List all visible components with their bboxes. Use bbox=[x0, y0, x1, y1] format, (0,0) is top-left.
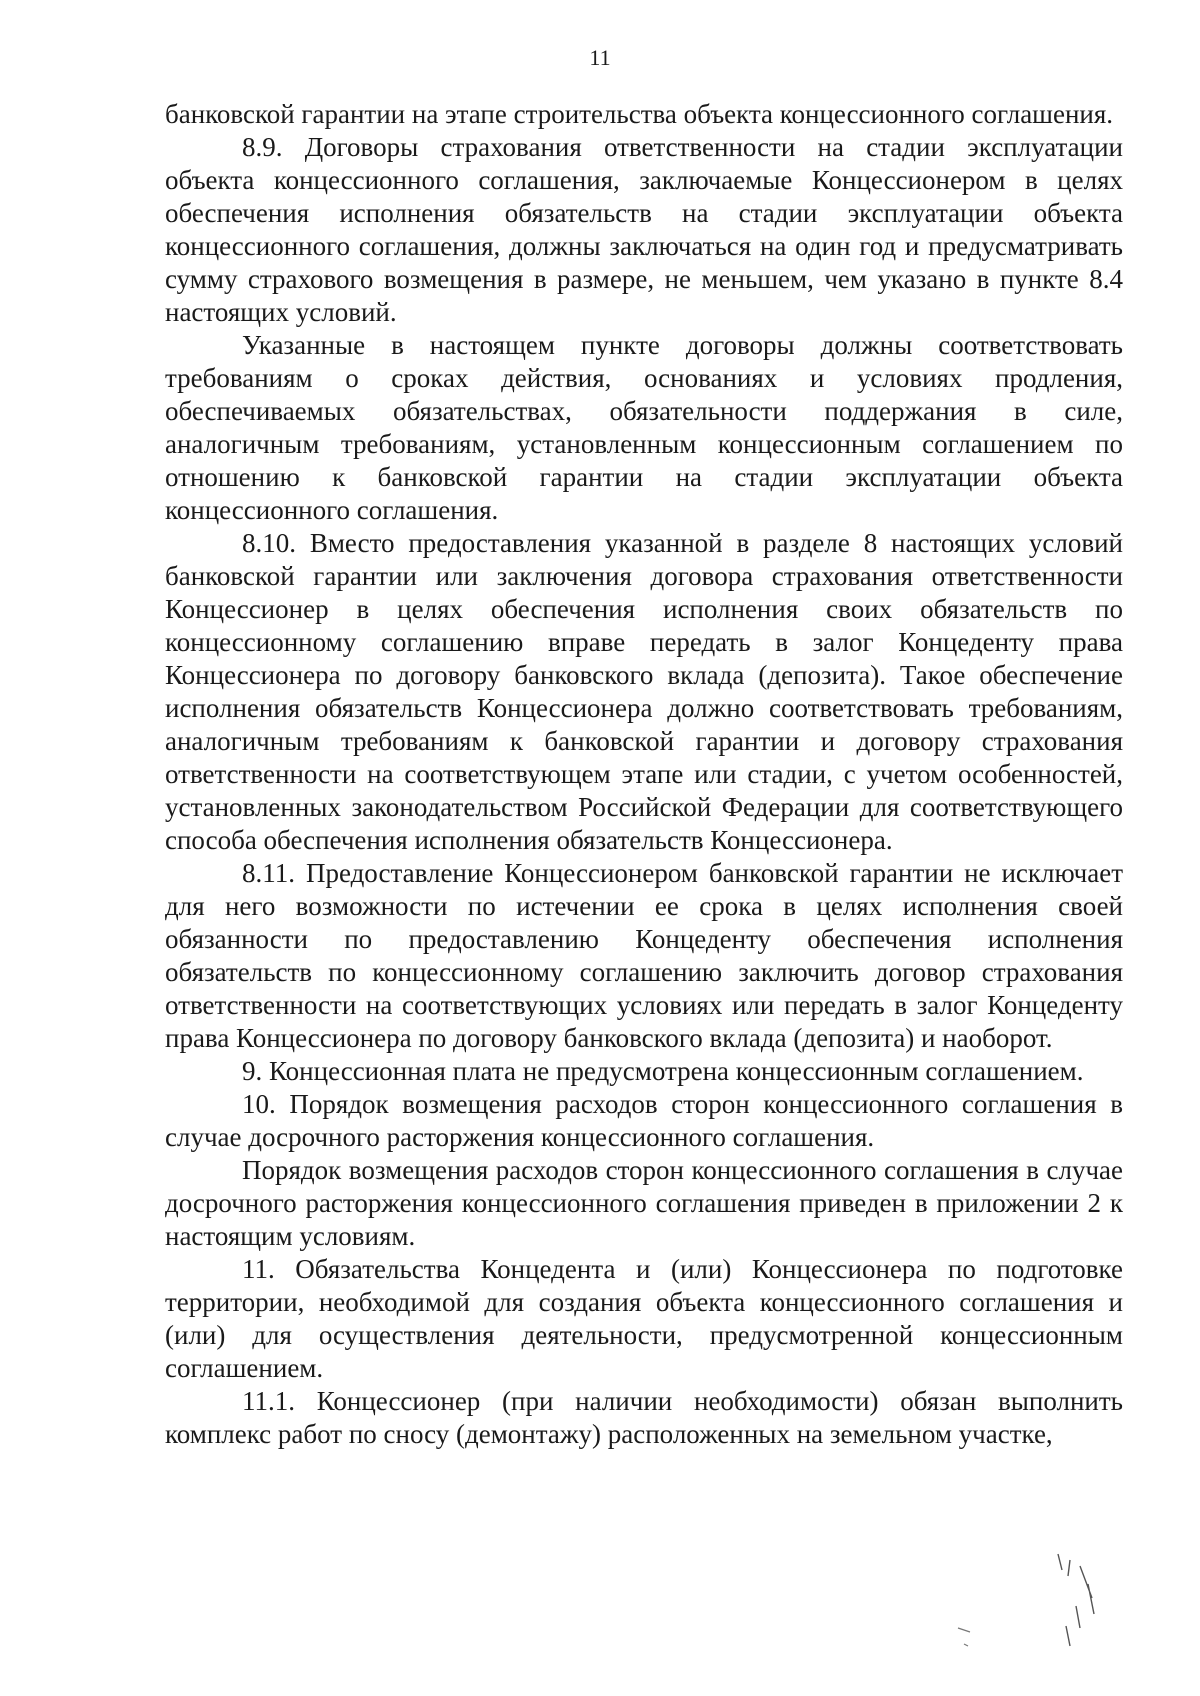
paragraph: 8.11. Предоставление Концессионером банковской гарантии не исключает для него возможности по истечении ее срока в целях исполнения своей обязанности по предоставлению Концеденту обеспечения исполнения обязательств по концессионному соглашению заключить договор страхования ответственности на соответствующих условиях или передать в залог Концеденту права Концессионера по договору банковского вклада (депозита) и наоборот. bbox=[165, 858, 1123, 1053]
scan-marks bbox=[930, 1536, 1130, 1676]
paragraph: 8.10. Вместо предоставления указанной в разделе 8 настоящих условий банковской гарантии или заключения договора страхования ответственности Концессионер в целях обеспечения исполнения своих обязательств по концессионному соглашению вправе передать в залог Концеденту права Концессионера по договору банковского вклада (депозита). Такое обеспечение исполнения обязательств Концессионера должно соответствовать требованиям, аналогичным требованиям к банковской гарантии и договору страхования ответственности на соответствующем этапе или стадии, с учетом особенностей, установленных законодательством Российской Федерации для соответствующего способа обеспечения исполнения обязательств Концессионера. bbox=[165, 528, 1123, 855]
paragraph: Указанные в настоящем пункте договоры должны соответствовать требованиям о сроках действия, основаниях и условиях продления, обеспечиваемых обязательствах, обязательности поддержания в силе, аналогичным требованиям, установленным концессионным соглашением по отношению к банковской гарантии на стадии эксплуатации объекта концессионного соглашения. bbox=[165, 330, 1123, 525]
paragraph: 11.1. Концессионер (при наличии необходимости) обязан выполнить комплекс работ по сносу (демонтажу) расположенных на земельном участке, bbox=[165, 1386, 1123, 1449]
paragraph: Порядок возмещения расходов сторон концессионного соглашения в случае досрочного расторжения концессионного соглашения приведен в приложении 2 к настоящим условиям. bbox=[165, 1155, 1123, 1251]
paragraph: 8.9. Договоры страхования ответственности на стадии эксплуатации объекта концессионного соглашения, заключаемые Концессионером в целях обеспечения исполнения обязательств на стадии эксплуатации объекта концессионного соглашения, должны заключаться на один год и предусматривать сумму страхового возмещения в размере, не меньшем, чем указано в пункте 8.4 настоящих условий. bbox=[165, 132, 1123, 327]
paragraph: 9. Концессионная плата не предусмотрена концессионным соглашением. bbox=[242, 1056, 1084, 1086]
document-body bbox=[165, 98, 1123, 1451]
paragraph: банковской гарантии на этапе строительства объекта концессионного соглашения. bbox=[165, 99, 1114, 129]
paragraph: 10. Порядок возмещения расходов сторон концессионного соглашения в случае досрочного расторжения концессионного соглашения. bbox=[165, 1089, 1123, 1152]
page-number: 11 bbox=[589, 45, 611, 70]
paragraph: 11. Обязательства Концедента и (или) Концессионера по подготовке территории, необходимой для создания объекта концессионного соглашения и (или) для осуществления деятельности, предусмотренной концессионным соглашением. bbox=[165, 1254, 1123, 1383]
